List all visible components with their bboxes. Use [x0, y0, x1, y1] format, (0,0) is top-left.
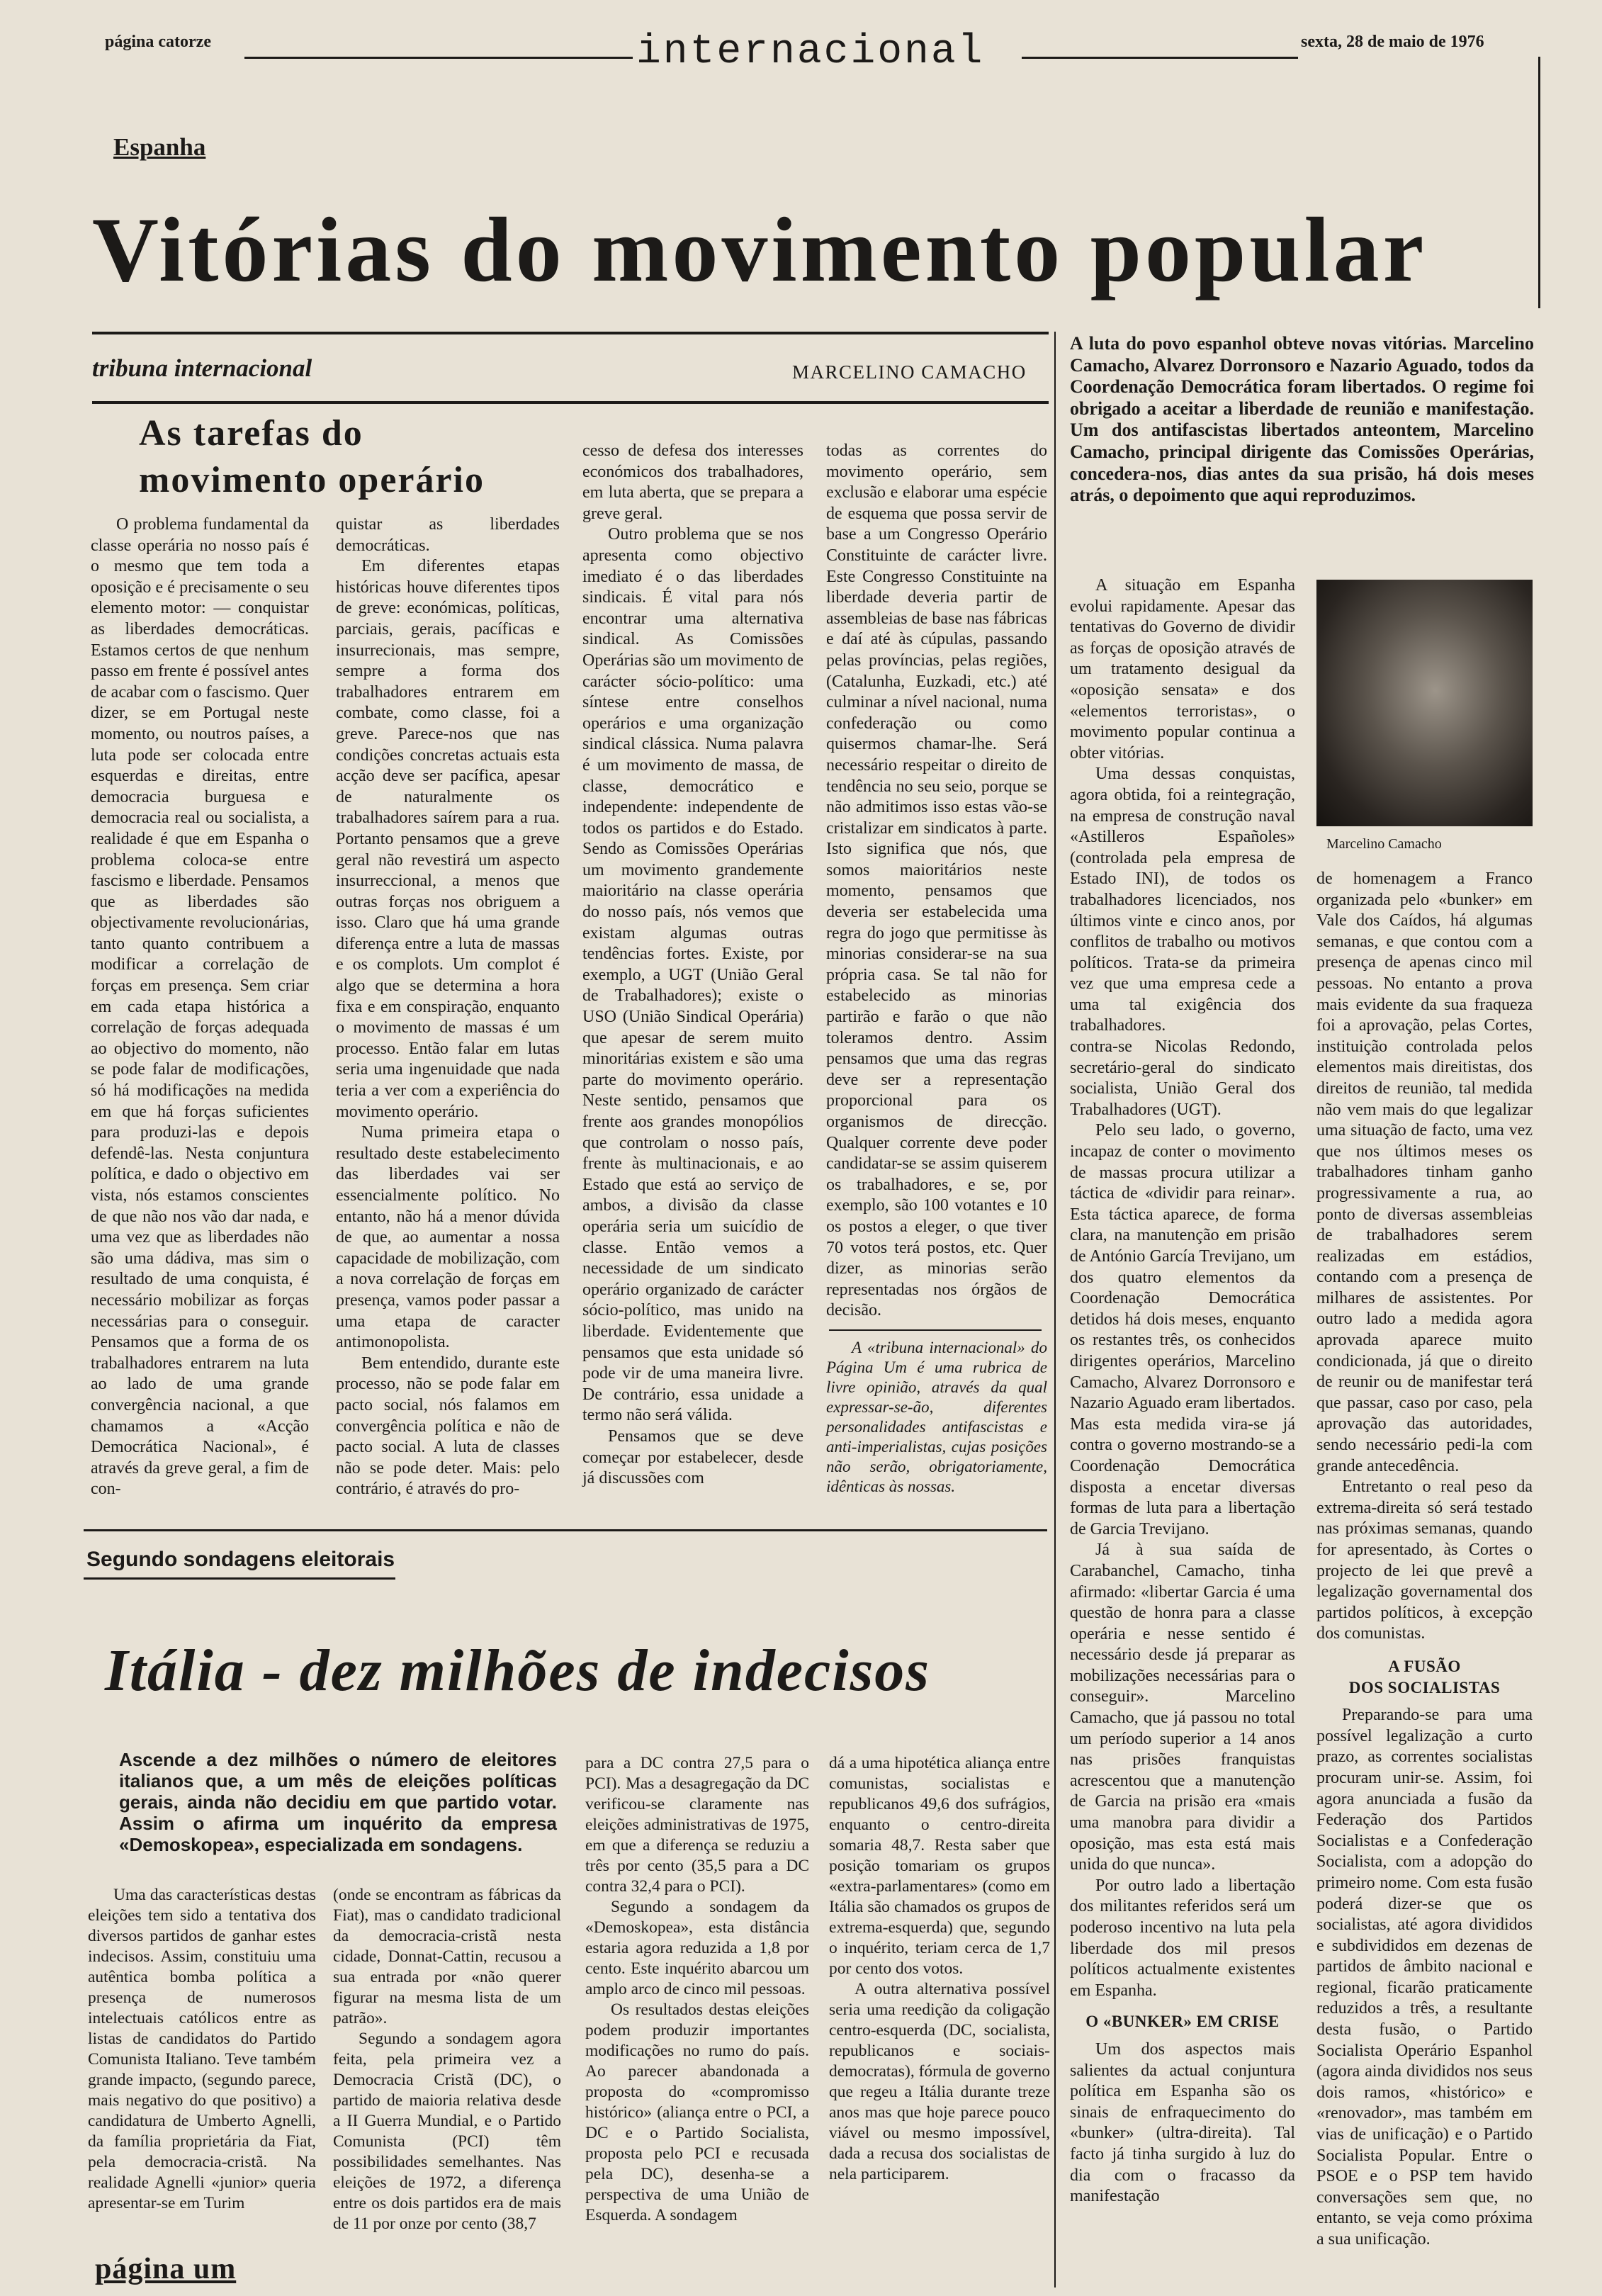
paragraph: Preparando-se para uma possível legalização a curto prazo, as correntes socialistas procuram unir-se. Assim, foi agora anunciada a fusão da Federação dos Partidos Socialistas e a Confederação Socialista, com a adopção do primeiro nome. Com esta fusão poderá dizer-se que os socialistas, até agora divididos e subdivididos em dezenas de partidos de âmbito nacional e regional, ficarão praticamente reduzidos a três, a resultante desta fusão, o Partido Socialista Operário Espanhol (agora ainda divididos nos seus dois ramos, «histórico» e «renovador», mas também em vias de unificação) e o Partido Socialista Popular. Entre o PSOE e o PSP tem havido conversações sem que, no entanto, se veja como próxima a sua unificação. [1316, 1706, 1533, 2249]
spain-intro-lead: A luta do povo espanhol obteve novas vitórias. Marcelino Camacho, Alvarez Dorronsoro e Nazario Aguado, todos da Coordenação Democrática foram libertados. O regime foi obrigado a aceitar a liberdade de reunião e manifestação. Um dos antifascistas libertados anteontem, Marcelino Camacho, principal dirigente das Comissões Operárias, concedera-nos, dias antes da sua prisão, há dois meses atrás, o depoimento que aqui reproduzimos. [1070, 333, 1534, 506]
frame-right-rule [1538, 57, 1540, 308]
italy-column-3 [585, 1753, 809, 2256]
sub-headline-2: movimento operário [139, 460, 485, 500]
italy-headline: Itália - dez milhões de indecisos [105, 1638, 930, 1704]
spain-right-column-b [1316, 869, 1533, 2279]
bunker-heading: O «BUNKER» EM CRISE [1085, 2013, 1280, 2031]
footer-masthead: página um [95, 2253, 237, 2285]
page-number-label: página catorze [105, 33, 211, 51]
paragraph: todas as correntes do movimento operário, sem exclusão e elaborar uma espécie de esquema que possa servir de base a um Congresso Operário Constituinte de carácter livre. Este Congresso Constituinte na liberdade deveria partir de assembleias de base nas fábricas e daí até às cúpulas, passando pelas províncias, pelas regiões, (Catalunha, Euzkadi, etc.) até culminar a nível nacional, numa confederação ou como quisermos chamar-lhe. Será necessário respeitar o direito de tendência no seu seio, porque se não admitimos isso estas vão-se cristalizar em sindicatos à parte. Isto significa que nós, que somos maioritários neste momento, pensamos que deveria ser estabelecida uma regra do jogo que permitisse às minorias considerar-se na sua própria casa. Se tal não for estabelecido as minorias partirão e farão o que não toleramos dentro. Assim pensamos que uma das regras deve ser a representação proporcional para os organismos de direcção. Qualquer corrente deve poder candidatar-se se assim quiserem os trabalhadores, e se, por exemplo, são 100 votantes e 10 os postos a eleger, o que tiver 70 votos terá postos, etc. Quer dizer, as minorias serão representadas nos órgãos de decisão. [826, 441, 1047, 1320]
spain-column-2 [336, 514, 560, 1514]
section-label-espanha: Espanha [113, 133, 206, 161]
fusao-heading-1: A FUSÃO [1388, 1657, 1461, 1675]
spain-column-1 [91, 514, 309, 1514]
paragraph: (onde se encontram as fábricas da Fiat), mas o candidato tradicional da democracia-cristã nesta cidade, Donnat-Cattin, recusou a sua entrada por «não querer figurar na mesma lista de um patrão». [333, 1886, 561, 2027]
italy-lead: Ascende a dez milhões o número de eleitores italianos que, a um mês de eleições políticas gerais, ainda não decidiu em que partido votar. Assim o afirma um inquérito da empresa «Demoskopea», especializada em sondagens. [119, 1749, 557, 1855]
paragraph: contra-se Nicolas Redondo, secretário-geral do sindicato socialista, União Geral dos Trabalhadores (UGT). [1070, 1037, 1295, 1119]
author-byline: MARCELINO CAMACHO [792, 361, 1027, 383]
paragraph: A situação em Espanha evolui rapidamente. Apesar das tentativas do Governo de dividir as forças de oposição através de um tratamento desigual da «oposição sensata» e dos «elementos terroristas», o movimento popular continua a obter vitórias. [1070, 576, 1295, 762]
byline-rule [92, 401, 1049, 404]
italy-column-2 [333, 1885, 561, 2253]
paragraph: Pensamos que se deve começar por estabelecer, desde já discussões com [582, 1426, 803, 1488]
tribuna-note-text: A «tribuna internacional» do Página Um é uma rubrica de livre opinião, através da qual expressar-se-ão, diferentes personalidades antifascistas e anti-imperialistas, cujas posições não serão, obrigatoriamente, idênticas às nossas. [826, 1339, 1047, 1495]
paragraph: Em diferentes etapas históricas houve diferentes tipos de greve: económicas, políticas, parciais, gerais, pacíficas e insurrecionais, mas sempre, sempre a forma dos trabalhadores entrarem em combate, como classe, foi a greve. Parece-nos que nas condições concretas actuais esta acção deve ser pacífica, apesar de naturalmente os trabalhadores saírem para a rua. Portanto pensamos que a greve geral não revestirá um aspecto insurreccional, a menos que outras forças nos obriguem a isso. Claro que há uma grande diferença entre a luta de massas e os complots. Um complot é algo que se determina a hora fixa e em conspiração, enquanto o movimento de massas é um processo. Então falar em lutas seria uma ingenuidade que nada teria a ver com a experiência do movimento operário. [336, 557, 560, 1121]
header-rule-right [1022, 57, 1298, 59]
paragraph: dá a uma hipotética aliança entre comunistas, socialistas e republicanos 49,6 dos sufrágios, enquanto o centro-direita somaria 48,7. Resta saber que posição tomariam os grupos «extra-parlamentares» (como em Itália são chamados os grupos de extrema-esquerda) que, segundo o inquérito, teriam cerca de 1,7 por cento dos votos. [829, 1754, 1050, 1978]
paragraph: Entretanto o real peso da extrema-direita só será testado nas próximas semanas, quando for apresentado, às Cortes o projecto de lei que prevê a legalização governamental dos partidos políticos, à excepção dos comunistas. [1316, 1478, 1533, 1643]
italy-column-4 [829, 1753, 1050, 2256]
paragraph: de homenagem a Franco organizada pelo «bunker» em Vale dos Caídos, há algumas semanas, e que contou com a presença de apenas cinco mil pessoas. No entanto a prova mais evidente da sua fraqueza foi a aprovação, pelas Cortes, instituição controlada pelos elementos mais direitistas, dos direitos de reunião, tal medida não vem mais do que legalizar uma situação de facto, uma vez que nos últimos meses os trabalhadores tinham ganho progressivamente a rua, ao ponto de diversas assembleias de trabalhadores serem realizadas em estádios, contando com a presença de milhares de assistentes. Por outro lado a medida agora aprovada aparece muito condicionada, já que o direito de reunir ou de manifestar terá que passar, caso por caso, pela aprovação das autoridades, sendo necessário pedi-la com grande antecedência. [1316, 870, 1533, 1475]
column-divider [1054, 332, 1056, 2287]
main-headline: Vitórias do movimento popular [92, 199, 1428, 301]
paragraph: Uma dessas conquistas, agora obtida, foi a reintegração, na empresa de construção naval «Astilleros Españoles» (controlada pela empresa de Estado INI), de todos os trabalhadores licenciados, nos últimos vinte e cinco anos, por conflitos de trabalho ou motivos políticos. Trata-se da primeira vez que uma empresa cede a uma tal exigência dos trabalhadores. [1070, 765, 1295, 1035]
paragraph: Um dos aspectos mais salientes da actual conjuntura política em Espanha são os sinais de enfraquecimento do «bunker» (ultra-direita). Tal facto já tinha surgido à luz do dia com o fracasso da manifestação [1070, 2039, 1295, 2206]
paragraph: Pelo seu lado, o governo, incapaz de conter o movimento de massas procura utilizar a táctica de «dividir para reinar». Esta táctica aparece, de forma clara, na manutenção em prisão de António García Trevijano, um dos quatro elementos da Coordenação Democrática detidos há dois meses, enquanto os restantes três, os conhecidos dirigentes operários, Marcelino Camacho, Alvarez Dorronsoro e Nazario Aguado eram libertados. Mas esta medida vira-se já contra o governo mostrando-se a Coordenação Democrática disposta a encetar diversas formas de luta para a libertação de Garcia Trevijano. [1070, 1121, 1295, 1538]
paragraph: A outra alternativa possível seria uma reedição da coligação centro-esquerda (DC, socialista, republicanos e sociais-democratas), fórmula de governo que regeu a Itália durante treze anos mas que hoje parece pouco viável ou mesmo impossível, dada a recusa dos socialistas de nela participarem. [829, 1980, 1050, 2183]
paragraph: Segundo a sondagem agora feita, pela primeira vez a Democracia Cristã (DC), o partido de maioria relativa desde a II Guerra Mundial, e o Partido Comunista (PCI) têm possibilidades semelhantes. Nas eleições de 1972, a diferença entre os dois partidos era de mais de 11 por onze por cento (38,7 [333, 2030, 561, 2233]
tribuna-label: tribuna internacional [92, 354, 312, 382]
note-rule [829, 1329, 1042, 1331]
spain-column-4 [826, 441, 1047, 1319]
sub-headline-1: As tarefas do [139, 413, 363, 454]
spain-column-3 [582, 441, 803, 1514]
paragraph: Os resultados destas eleições podem produzir importantes modificações no rumo do país. Ao parecer abandonada a proposta do «compromisso histórico» (aliança entre o PCI, a DC e o Partido Socialista, proposta pelo PCI e recusada pela DC), desenha-se a perspectiva de uma União de Esquerda. A sondagem [585, 2000, 809, 2224]
paragraph: Por outro lado a libertação dos militantes referidos será um poderoso incentivo na luta pela liberdade dos mil presos políticos actualmente existentes em Espanha. [1070, 1876, 1295, 2000]
paragraph: Uma das características destas eleições tem sido a tentativa dos diversos partidos de ganhar estes indecisos. Assim, constituiu uma autêntica bomba política a presença de numerosos intelectuais católicos entre as listas de candidatos do Partido Comunista Italiano. Teve também grande impacto, (segundo parece, mais negativo do que positivo) a candidatura de Umberto Agnelli, da família proprietária da Fiat, pela democracia-cristã. Na realidade Agnelli «junior» queria apresentar-se em Turim [88, 1886, 316, 2212]
italy-label-underline [84, 1577, 395, 1580]
paragraph: Numa primeira etapa o resultado deste estabelecimento das liberdades vai ser essencialmente político. No entanto, não há a menor dúvida de que, ao aumentar a nossa capacidade de mobilização, com a nova correlação de forças em presença, vamos poder passar a uma etapa de caracter antimonopolista. [336, 1123, 560, 1352]
tribuna-note [826, 1338, 1047, 1515]
headline-rule [92, 332, 1049, 334]
paragraph: Segundo a sondagem da «Demoskopea», esta distância estaria agora reduzida a 1,8 por cento. Este inquérito abarcou um amplo arco de cinco mil pessoas. [585, 1898, 809, 1998]
fusao-heading-2: DOS SOCIALISTAS [1348, 1678, 1501, 1696]
italy-column-1 [88, 1885, 316, 2253]
portrait-photo [1316, 580, 1533, 826]
paragraph: Bem entendido, durante este processo, não se pode falar em pacto social, nós falamos em convergência política e não de pacto social. A luta de classes não se pode deter. Mais: pelo contrário, é através do pro- [336, 1354, 560, 1499]
paragraph: para a DC contra 27,5 para o PCI). Mas a desagregação da DC verificou-se claramente nas eleições administrativas de 1975, em que a diferença se reduziu a três por cento (35,5 para a DC contra 32,4 para o PCI). [585, 1754, 809, 1896]
paragraph: Outro problema que se nos apresenta como objectivo imediato é o das liberdades sindicais. É vital para nós encontrar uma alternativa sindical. As Comissões Operárias são um movimento de carácter sócio-político: uma síntese entre conselhos operários e uma organização sindical clássica. Numa palavra é um movimento de massa, de classe, democrático e independente: independente de todos os partidos e do Estado. Sendo as Comissões Operárias um movimento grandemente maioritário na classe operária do nosso país, nós vemos que existam algumas outras tendências fortes. Existe, por exemplo, a UGT (União Geral de Trabalhadores); existe o USO (União Sindical Operária) que apesar de serem muito minoritárias existem e são uma parte do movimento operário. Neste sentido, pensamos que frente aos grandes monopólios que controlam o nosso país, frente às multinacionais, e ao Estado que está ao serviço de ambos, a divisão da classe operária seria um suicídio de classe. Então vemos a necessidade de um sindicato operário organizado de carácter sócio-político, mas unido na liberdade. Evidentemente que pensamos que esta unidade só pode vir de uma maneira livre. De contrário, essa unidade a termo não será válida. [582, 525, 803, 1425]
paragraph: quistar as liberdades democráticas. [336, 515, 560, 555]
paragraph: O problema fundamental da classe operária no nosso país é o mesmo que tem toda a oposição e é precisamente o seu elemento motor: — conquistar as liberdades democráticas. Estamos certos de que nenhum passo em frente é possível antes de acabar com o fascismo. Quer dizer, se em Portugal neste momento, ou noutros países, a luta pode ser colocada entre esquerdas e direitas, entre democracia burguesa e democracia real ou socialista, a realidade é que em Espanha o problema coloca-se entre fascismo e liberdade. Pensamos que as liberdades são objectivamente revolucionárias, tanto quanto contribuem a modificar a correlação de forças em presença. Sem criar em cada etapa histórica a correlação de forças adequada ao objectivo do momento, não se pode falar de modificações, só há modificações na medida em que há forças suficientes para produzi-las e depois defendê-las. Nesta conjuntura política, e dado o objectivo em vista, nós estamos conscientes de que não nos vão dar nada, e uma vez que as liberdades não são uma dádiva, mas sim o resultado de uma conquista, é necessário mobilizar as forças necessárias para o conseguir. Pensamos que a forma de os trabalhadores entrarem na luta ao lado de uma grande convergência nacional, a que chamamos a «Acção Democrática Nacional», é através da greve geral, a fim de con- [91, 515, 309, 1499]
italy-top-rule [84, 1529, 1047, 1531]
section-title: internacional [636, 29, 985, 75]
paragraph: cesso de defesa dos interesses económicos dos trabalhadores, em luta aberta, que se prepara a greve geral. [582, 441, 803, 523]
header-rule-left [244, 57, 633, 59]
spain-right-column-a [1070, 575, 1295, 2276]
photo-caption: Marcelino Camacho [1326, 836, 1442, 852]
issue-date: sexta, 28 de maio de 1976 [1301, 33, 1484, 51]
italy-section-label: Segundo sondagens eleitorais [86, 1548, 395, 1571]
paragraph: Já à sua saída de Carabanchel, Camacho, tinha afirmado: «libertar Garcia é uma questão de honra para a classe operária e nesse sentido é necessário desde já preparar as mobilizações necessárias para o conseguir». Marcelino Camacho, que já passou no total um período superior a 14 anos nas prisões franquistas acrescentou que a manutenção de Garcia na prisão era «mais uma manobra para dividir a oposição, mas esta está mais unida do que nunca». [1070, 1541, 1295, 1874]
